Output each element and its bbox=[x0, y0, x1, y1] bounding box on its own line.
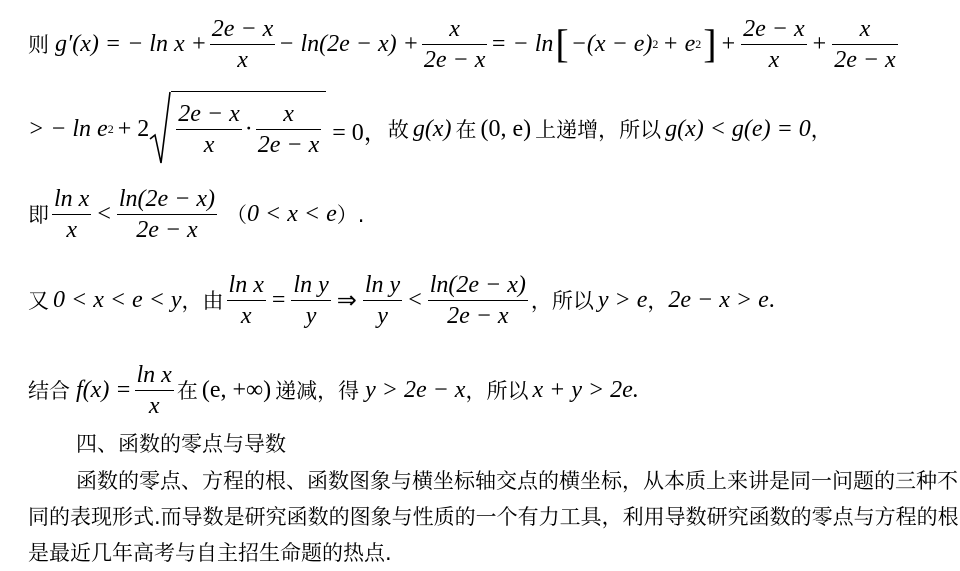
text: 在 bbox=[176, 379, 198, 403]
denominator: 2e − x bbox=[136, 216, 198, 243]
denominator: 2e − x bbox=[257, 132, 320, 158]
term: + 2 bbox=[117, 115, 150, 142]
formula-line-monotonic bbox=[28, 88, 832, 170]
denominator: x bbox=[237, 46, 248, 73]
text: ， bbox=[810, 118, 832, 142]
term: f(x) = bbox=[76, 376, 132, 403]
fraction bbox=[832, 14, 898, 75]
text: 递减，得 bbox=[275, 379, 360, 403]
fraction bbox=[176, 99, 242, 160]
term: 2e − x > e bbox=[668, 286, 769, 313]
text: ， bbox=[647, 289, 669, 313]
fraction bbox=[428, 270, 528, 331]
numerator: ln(2e − x) bbox=[429, 271, 526, 298]
text: ，所以 bbox=[530, 289, 594, 313]
numerator: 2e − x bbox=[211, 15, 274, 42]
fraction bbox=[291, 270, 330, 331]
denominator: 2e − x bbox=[447, 302, 509, 329]
fraction bbox=[741, 14, 807, 75]
text: ，由 bbox=[181, 289, 224, 313]
operator: ⇒ bbox=[336, 287, 357, 314]
operator: < bbox=[97, 200, 111, 227]
fraction bbox=[135, 360, 174, 421]
body-paragraph: 函数的零点、方程的根、函数图象与横坐标轴交点的横坐标，从本质上来讲是同一问题的三种不同的表现形式.而导数是研究函数的图象与性质的一个有力工具，利用导数研究函数的零点与方程的根是最近几年高考与自主招生命题的热点. bbox=[28, 469, 959, 565]
text: 在 bbox=[455, 118, 477, 142]
term: y > e bbox=[597, 286, 648, 313]
text-ze: 则 bbox=[28, 33, 49, 57]
formula-line-inference bbox=[28, 264, 775, 336]
radicand bbox=[171, 91, 326, 167]
term: g(x) bbox=[412, 115, 452, 142]
term: = − ln bbox=[490, 30, 554, 57]
denominator: y bbox=[305, 302, 317, 329]
fraction bbox=[256, 99, 322, 160]
formula-line-derivative bbox=[28, 8, 901, 80]
text: 即 bbox=[28, 203, 49, 227]
text: 故 bbox=[387, 118, 409, 142]
numerator: ln x bbox=[136, 361, 172, 388]
fraction bbox=[210, 14, 276, 75]
denominator: x bbox=[148, 392, 160, 419]
fraction bbox=[52, 184, 91, 245]
fraction bbox=[363, 270, 402, 331]
denominator: 2e − x bbox=[834, 46, 896, 73]
numerator: ln x bbox=[54, 185, 90, 212]
term: + e bbox=[662, 30, 696, 57]
text: ，所以 bbox=[465, 379, 529, 403]
term: > − ln e bbox=[28, 115, 108, 142]
term: −(x − e) bbox=[570, 30, 653, 57]
numerator: ln x bbox=[228, 271, 264, 298]
denominator: x bbox=[768, 46, 780, 73]
denominator: x bbox=[240, 302, 252, 329]
term: 0 < x < e < y bbox=[53, 286, 182, 313]
fraction bbox=[117, 184, 217, 245]
operator: + bbox=[721, 30, 736, 57]
derivative-lhs: g′(x) = − ln x + bbox=[55, 30, 207, 57]
operator: = bbox=[271, 286, 286, 313]
text: . bbox=[768, 286, 775, 313]
term: 0 < x < e bbox=[247, 200, 337, 227]
text: （ bbox=[226, 203, 248, 227]
term: (0, e) bbox=[480, 115, 532, 142]
text: 上递增，所以 bbox=[535, 118, 662, 142]
denominator: x bbox=[66, 216, 77, 243]
denominator: 2e − x bbox=[423, 46, 486, 73]
denominator: x bbox=[203, 132, 215, 158]
numerator: ln y bbox=[293, 271, 329, 298]
superscript: 2 bbox=[107, 121, 114, 136]
operator: · bbox=[244, 116, 253, 142]
superscript: 2 bbox=[695, 36, 702, 51]
formula-line-conclusion bbox=[28, 178, 364, 250]
numerator: x bbox=[449, 15, 460, 42]
term: (e, +∞) bbox=[201, 376, 272, 403]
fraction bbox=[227, 270, 266, 331]
radical-sign-icon bbox=[149, 91, 171, 167]
square-root bbox=[149, 91, 326, 167]
text: ）. bbox=[336, 203, 365, 227]
term: x + y > 2e. bbox=[532, 376, 639, 403]
term: y > 2e − x bbox=[365, 376, 466, 403]
numerator: 2e − x bbox=[178, 101, 240, 127]
bracket-open: [ bbox=[555, 21, 569, 66]
numerator: 2e − x bbox=[743, 15, 805, 42]
text: 结合 bbox=[28, 379, 70, 403]
operator: < bbox=[408, 286, 422, 313]
section-heading: 四、函数的零点与导数 bbox=[76, 432, 286, 456]
denominator: y bbox=[377, 302, 388, 329]
term: g(x) < g(e) = 0 bbox=[665, 115, 811, 142]
numerator: ln(2e − x) bbox=[118, 185, 216, 212]
numerator: x bbox=[859, 15, 871, 42]
operator: + bbox=[812, 30, 827, 57]
bracket-close: ] bbox=[703, 21, 717, 66]
text: 又 bbox=[28, 289, 49, 313]
fraction bbox=[422, 14, 488, 75]
numerator: x bbox=[283, 101, 294, 127]
numerator: ln y bbox=[364, 271, 401, 298]
superscript: 2 bbox=[652, 36, 659, 51]
formula-line-result bbox=[28, 354, 639, 426]
term: = 0， bbox=[332, 119, 388, 146]
term: − ln(2e − x) + bbox=[278, 30, 419, 57]
